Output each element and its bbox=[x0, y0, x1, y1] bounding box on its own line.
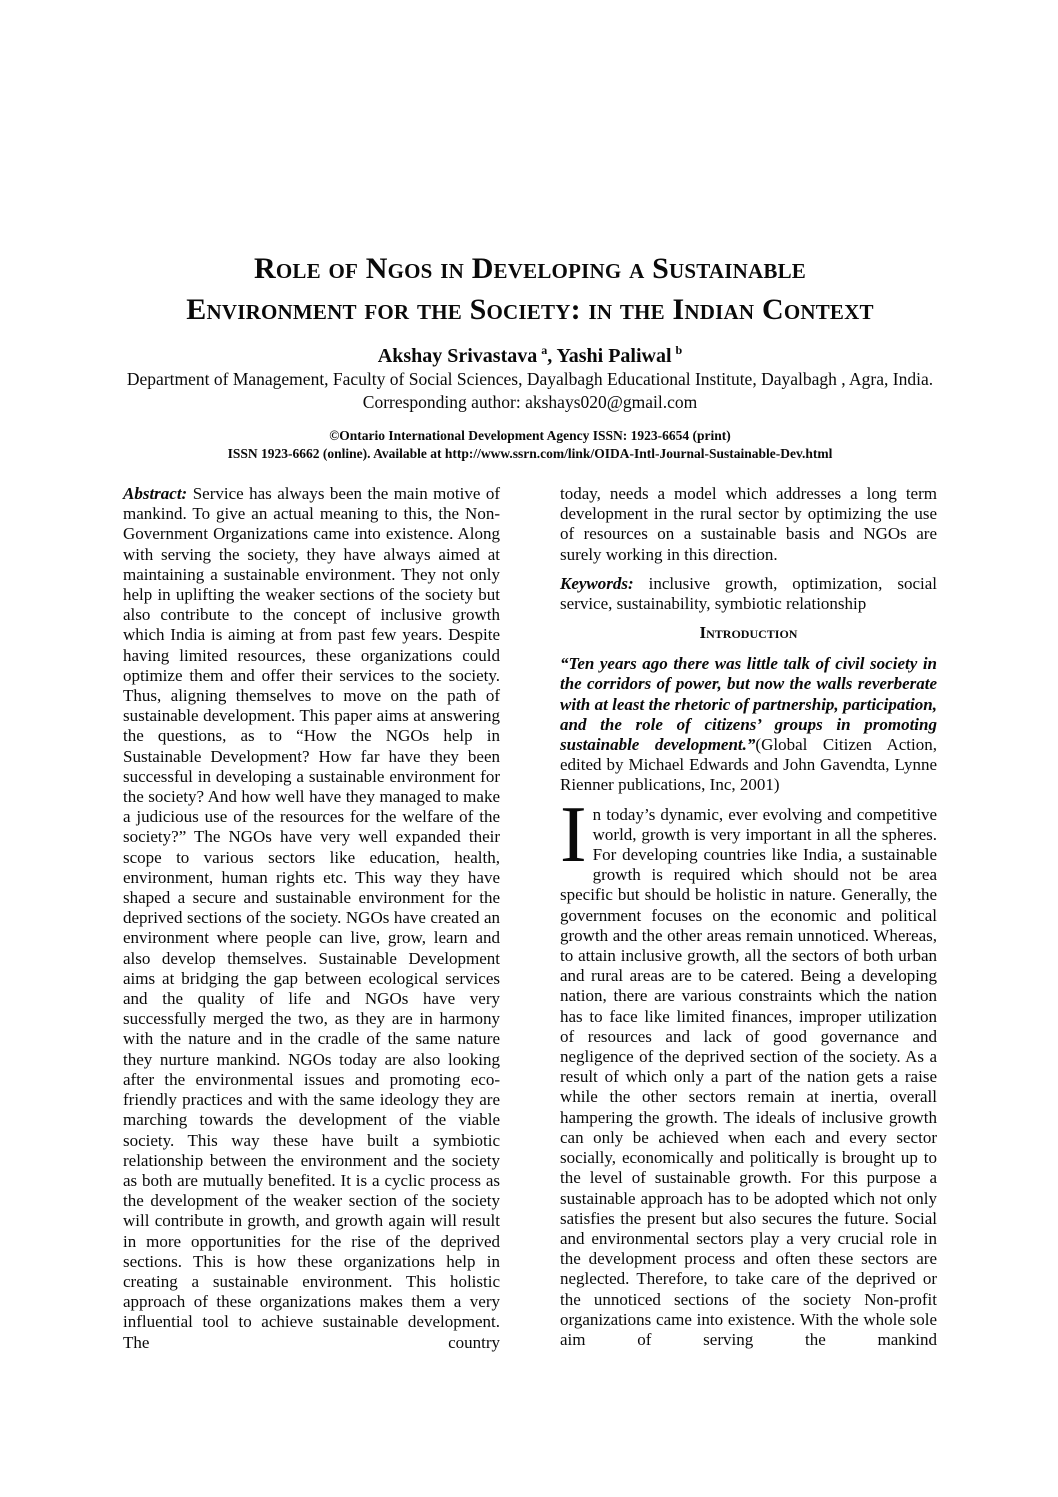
page-content bbox=[123, 248, 937, 1362]
keywords-label: Keywords: bbox=[560, 573, 634, 593]
paper-title bbox=[123, 248, 937, 330]
introduction-quote-paragraph bbox=[560, 654, 937, 795]
copyright-line-2: ISSN 1923-6662 (online). Available at http://www.ssrn.com/link/OIDA-Intl-Journal-Sustainable-Dev.html bbox=[227, 446, 833, 461]
two-column-body bbox=[123, 484, 937, 1362]
introduction-paragraph bbox=[560, 790, 937, 1350]
abstract-paragraph bbox=[123, 484, 500, 1353]
introduction-text: n today’s dynamic, ever evolving and competitive world, growth is very important in all the spheres. For developing countries like India, a sustainable growth is required which should not be area specific but should be holistic in nature. Generally, the government focuses on the economic and political growth and the other areas remain unnoticed. Whereas, to attain inclusive growth, all the sectors of both urban and rural areas are to be catered. Being a developing nation, there are various constraints which the nation has to face like limited finances, improper utilization of resources and lack of good governance and negligence of the deprived section of the society. As a result of which only a part of the nation gets a raise while the other sectors remain at inertia, overall hampering the growth. The ideals of inclusive growth can only be achieved when each and every sector socially, economically and politically is brought up to the level of sustainable growth. For this purpose a sustainable approach has to be adopted which not only satisfies the present but also secures the future. Social and environmental sectors play a very crucial role in the development process and often these sectors are neglected. Therefore, to take care of the deprived or the unnoticed sections of the society Non-profit organizations came into existence. With the whole sole aim of serving the mankind bbox=[560, 804, 937, 1349]
paper-title-line-2: Environment for the Society: in the Indian Context bbox=[186, 293, 874, 326]
copyright-block bbox=[123, 427, 937, 463]
author-2-name: Yashi Paliwal bbox=[556, 345, 672, 367]
corresponding-author-line: Corresponding author: akshays020@gmail.com bbox=[362, 392, 698, 412]
right-column bbox=[560, 484, 937, 1362]
affiliation-line: Department of Management, Faculty of Social Sciences, Dayalbagh Educational Institute, Dayalbagh , Agra, India. bbox=[126, 369, 934, 389]
left-column bbox=[123, 484, 500, 1362]
dropcap-letter-I: I bbox=[560, 790, 587, 879]
copyright-line-1: ©Ontario International Development Agency ISSN: 1923-6654 (print) bbox=[329, 428, 731, 443]
title-block bbox=[123, 248, 937, 463]
paper-title-line-1: Role of Ngos in Developing a Sustainable bbox=[253, 252, 807, 285]
keywords-text: inclusive growth, optimization, social service, sustainability, symbiotic relationship bbox=[560, 573, 938, 614]
authors-line bbox=[123, 345, 937, 368]
author-2-affiliation-mark: b bbox=[675, 343, 683, 358]
authors-separator: , bbox=[547, 345, 557, 367]
author-1-affiliation-mark: a bbox=[541, 343, 548, 358]
abstract-text: Service has always been the main motive of mankind. To give an actual meaning to this, the Non-Government Organizations came into existence. Along with serving the society, they have always aimed at maintaining a sustainable environment. They not only help in uplifting the weaker sections of the society but also contribute to the concept of inclusive growth which India is aiming at from past few years. Despite having limited resources, these organizations could optimize them and offer their services to the society. Thus, aligning themselves to move on the path of sustainable development. This paper aims at answering the questions, as to “How the NGOs help in Sustainable Development? How far have they been successful in developing a sustainable environment for the society? And how well have they managed to make a judicious use of the resources for the welfare of the society?” The NGOs have very well expanded their scope to various sectors like education, health, environment, human rights etc. This way they have shaped a secure and sustainable environment for the deprived sections of the society. NGOs have created an environment where people can live, grow, learn and also develop themselves. Sustainable Development aims at bridging the gap between ecological services and the quality of life and NGOs have very successfully merged the two, as they are in harmony with the nature and in the cradle of the same nature they nurture mankind. NGOs today are also looking after the environmental issues and promoting eco-friendly practices and with the same ideology they are marching towards the development of the viable society. This way these have built a symbiotic relationship between the environment and the society as both are mutually benefited. It is a cyclic process as the development of the weaker section of the society will contribute in growth, and growth again will result in more opportunities for the rise of the deprived sections. This is how these organizations help in creating a sustainable environment. This holistic approach of these organizations makes them a very influential tool to achieve sustainable development. The country bbox=[123, 484, 500, 1352]
keywords-paragraph bbox=[560, 574, 937, 614]
author-1-name: Akshay Srivastava bbox=[377, 345, 538, 367]
quote-citation: (Global Citizen Action, edited by Michael Edwards and John Gavendta, Lynne Rienner publications, Inc, 2001) bbox=[560, 735, 937, 795]
abstract-continuation-paragraph: today, needs a model which addresses a long term development in the rural sector by optimizing the use of resources on a sustainable basis and NGOs are surely working in this direction. bbox=[560, 484, 937, 564]
quote-text: “Ten years ago there was little talk of civil society in the corridors of power, but now the walls reverberate with at least the rhetoric of partnership, participation, and the role of citizens’ groups in promoting sustainable development.” bbox=[560, 654, 937, 755]
section-heading-introduction: Introduction bbox=[699, 623, 798, 643]
abstract-label: Abstract: bbox=[123, 484, 188, 503]
